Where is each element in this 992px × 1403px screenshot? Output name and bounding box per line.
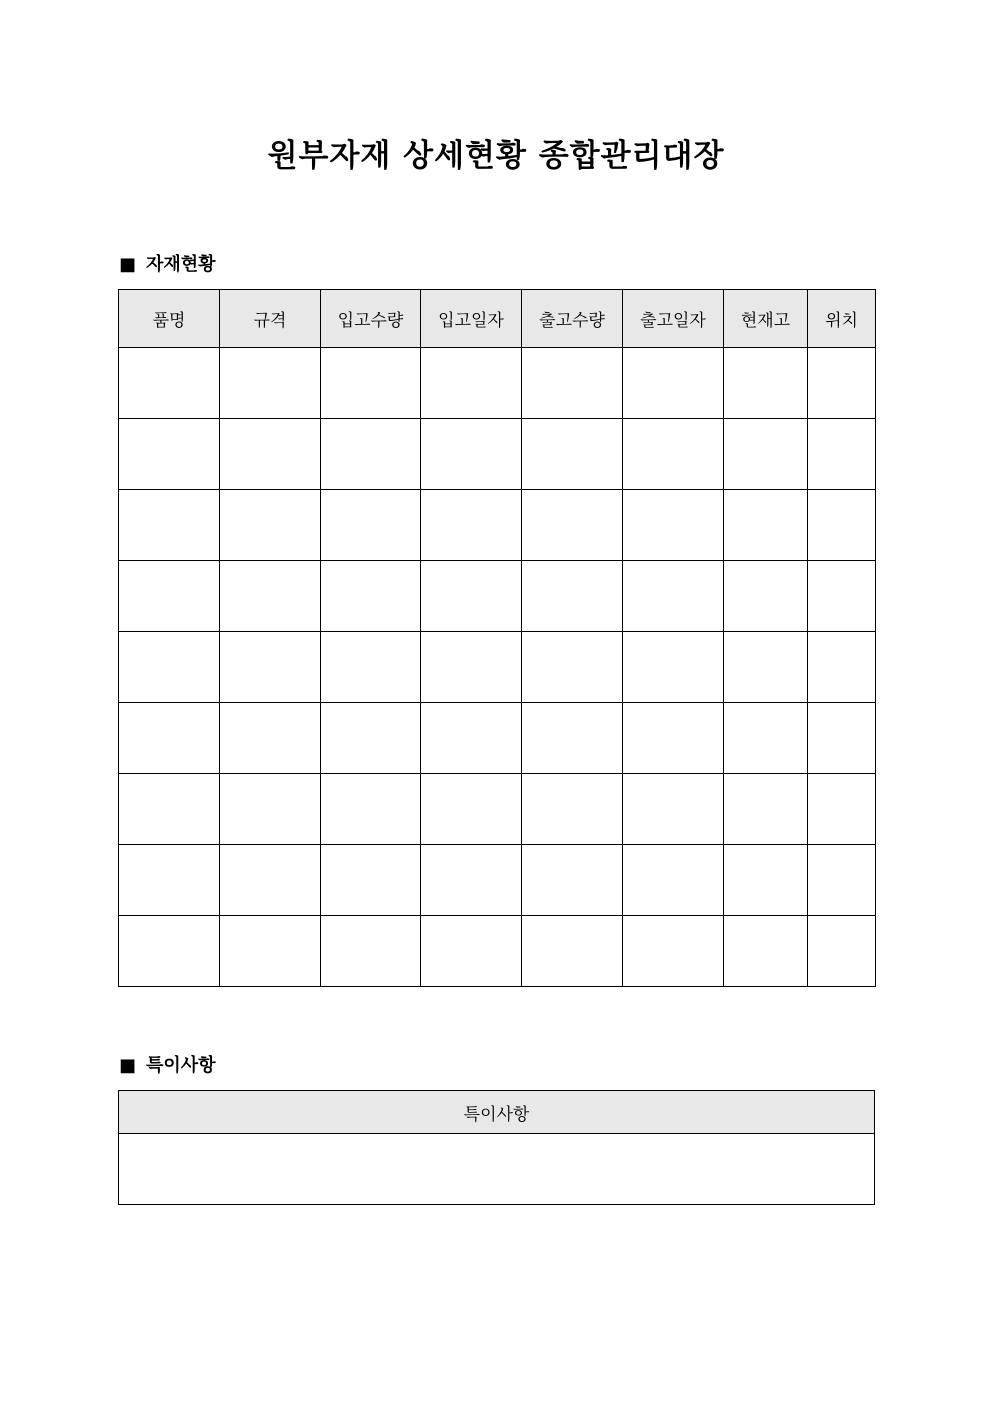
table-cell[interactable] [808,419,876,490]
table-cell[interactable] [119,348,220,419]
table-cell[interactable] [220,490,321,561]
table-cell[interactable] [724,774,808,845]
table-cell[interactable] [421,348,522,419]
table-cell[interactable] [724,490,808,561]
table-cell[interactable] [623,774,724,845]
table-cell[interactable] [321,703,421,774]
table-cell[interactable] [321,419,421,490]
table-cell[interactable] [724,419,808,490]
column-header-inbound-date: 입고일자 [421,290,522,348]
table-cell[interactable] [220,774,321,845]
stock-table-body [119,348,876,987]
table-cell[interactable] [119,916,220,987]
table-cell[interactable] [808,490,876,561]
table-cell[interactable] [119,490,220,561]
table-row [119,632,876,703]
notes-table [118,1090,875,1205]
table-row [119,490,876,561]
table-row [119,348,876,419]
table-cell[interactable] [321,561,421,632]
table-cell[interactable] [119,632,220,703]
table-cell[interactable] [421,774,522,845]
stock-table [118,289,876,987]
table-cell[interactable] [421,419,522,490]
table-cell[interactable] [522,916,623,987]
table-cell[interactable] [220,419,321,490]
table-cell[interactable] [522,419,623,490]
section-heading-stock [119,253,216,277]
table-cell[interactable] [623,632,724,703]
table-cell[interactable] [220,916,321,987]
table-row [119,774,876,845]
table-cell[interactable] [522,348,623,419]
table-cell[interactable] [522,490,623,561]
table-cell[interactable] [522,561,623,632]
table-cell[interactable] [421,490,522,561]
table-cell[interactable] [119,561,220,632]
table-cell[interactable] [220,632,321,703]
table-cell[interactable] [522,845,623,916]
section-heading-notes [119,1054,216,1078]
table-cell[interactable] [220,845,321,916]
table-cell[interactable] [119,774,220,845]
table-cell[interactable] [421,561,522,632]
table-row [119,561,876,632]
table-header-row [119,290,876,348]
table-cell[interactable] [321,916,421,987]
table-cell[interactable] [808,916,876,987]
section-heading-label: 자재현황 [146,254,216,275]
table-cell[interactable] [808,703,876,774]
table-cell[interactable] [724,845,808,916]
table-cell[interactable] [421,916,522,987]
table-cell[interactable] [321,490,421,561]
table-cell[interactable] [421,845,522,916]
table-cell[interactable] [623,490,724,561]
table-cell[interactable] [522,774,623,845]
notes-header: 특이사항 [119,1091,875,1134]
table-cell[interactable] [321,845,421,916]
table-cell[interactable] [623,348,724,419]
notes-row [119,1134,875,1205]
table-cell[interactable] [119,419,220,490]
table-cell[interactable] [421,632,522,703]
table-cell[interactable] [522,703,623,774]
table-cell[interactable] [623,561,724,632]
table-row [119,845,876,916]
table-cell[interactable] [119,845,220,916]
table-cell[interactable] [119,703,220,774]
table-cell[interactable] [321,348,421,419]
table-row [119,703,876,774]
table-row [119,419,876,490]
table-cell[interactable] [623,419,724,490]
table-cell[interactable] [724,348,808,419]
table-cell[interactable] [421,703,522,774]
column-header-outbound-date: 출고일자 [623,290,724,348]
table-cell[interactable] [623,845,724,916]
table-cell[interactable] [808,632,876,703]
table-cell[interactable] [321,774,421,845]
table-row [119,916,876,987]
column-header-spec: 규격 [220,290,321,348]
table-cell[interactable] [808,561,876,632]
table-cell[interactable] [220,348,321,419]
table-cell[interactable] [623,916,724,987]
table-cell[interactable] [220,561,321,632]
table-cell[interactable] [724,632,808,703]
table-cell[interactable] [808,348,876,419]
table-cell[interactable] [522,632,623,703]
square-bullet-icon: ■ [119,254,137,275]
table-cell[interactable] [724,916,808,987]
table-cell[interactable] [623,703,724,774]
section-heading-label: 특이사항 [146,1055,216,1076]
column-header-item-name: 품명 [119,290,220,348]
notes-cell[interactable] [119,1134,875,1205]
column-header-current-stock: 현재고 [724,290,808,348]
column-header-inbound-qty: 입고수량 [321,290,421,348]
table-cell[interactable] [724,561,808,632]
table-cell[interactable] [808,774,876,845]
notes-header-row [119,1091,875,1134]
table-cell[interactable] [220,703,321,774]
table-cell[interactable] [808,845,876,916]
table-cell[interactable] [321,632,421,703]
page-title: 원부자재 상세현황 종합관리대장 [267,138,725,174]
column-header-location: 위치 [808,290,876,348]
column-header-outbound-qty: 출고수량 [522,290,623,348]
table-cell[interactable] [724,703,808,774]
square-bullet-icon: ■ [119,1055,137,1076]
